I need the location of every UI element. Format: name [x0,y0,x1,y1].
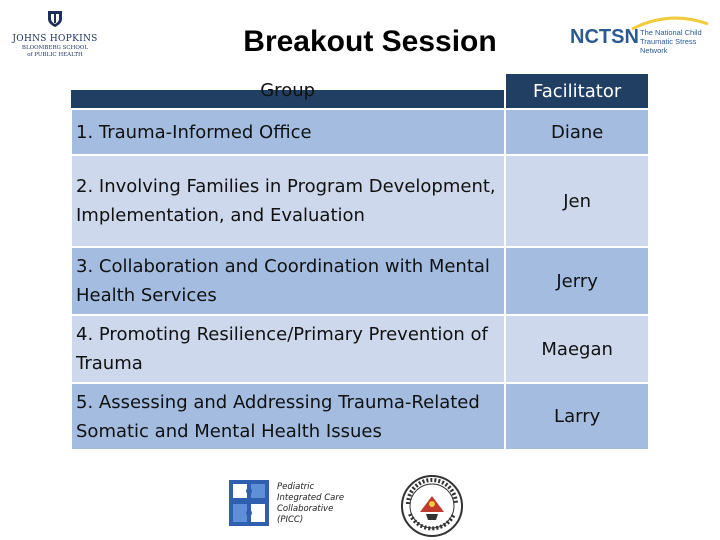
johns-hopkins-sub-2: of PUBLIC HEALTH [27,52,83,58]
table-row [71,247,649,315]
group-cell: 5. Assessing and Addressing Trauma-Related Somatic and Mental Health Issues [71,383,505,450]
shield-icon [47,10,63,28]
nctsn-logo [570,16,715,56]
table-row [71,109,649,155]
facilitator-cell: Jen [505,155,649,247]
header-facilitator-label: Facilitator [533,80,622,102]
table-row [71,315,649,383]
group-cell: 4. Promoting Resilience/Primary Prevention of Trauma [71,315,505,383]
table-row [71,155,649,247]
facilitator-cell: Larry [505,383,649,450]
nctsn-subtitle [640,28,715,55]
group-cell: 1. Trauma-Informed Office [71,109,505,155]
picc-line-1: Pediatric [277,482,315,492]
facilitator-cell: Diane [505,109,649,155]
nctsn-sub-2: Traumatic Stress Network [640,37,697,55]
header-group-label: Group [260,80,316,101]
nctsn-sub-1: The National Child [640,28,702,37]
picc-line-4: (PICC) [277,515,304,525]
puzzle-icon [225,476,273,530]
group-cell: 3. Collaboration and Coordination with Mental Health Services [71,247,505,315]
picc-text [277,482,344,526]
picc-line-3: Collaborative [277,504,334,514]
johns-hopkins-logo [6,10,104,66]
table-header-row [71,73,649,109]
table-row [71,383,649,450]
picc-logo [225,476,350,534]
header-facilitator [505,73,649,109]
picc-line-2: Integrated Care [277,493,345,503]
page-title: Breakout Session [243,25,497,58]
header-group [71,73,505,109]
seal-icon [400,474,464,538]
facilitator-cell: Maegan [505,315,649,383]
facilitator-cell: Jerry [505,247,649,315]
johns-hopkins-name: JOHNS HOPKINS [12,34,98,44]
johns-hopkins-sub-1: BLOOMBERG SCHOOL [21,45,89,51]
seal-logo [400,474,464,538]
nctsn-name: NCTSN [570,26,639,48]
breakout-session-table [70,72,650,451]
group-cell: 2. Involving Families in Program Development, Implementation, and Evaluation [71,155,505,247]
